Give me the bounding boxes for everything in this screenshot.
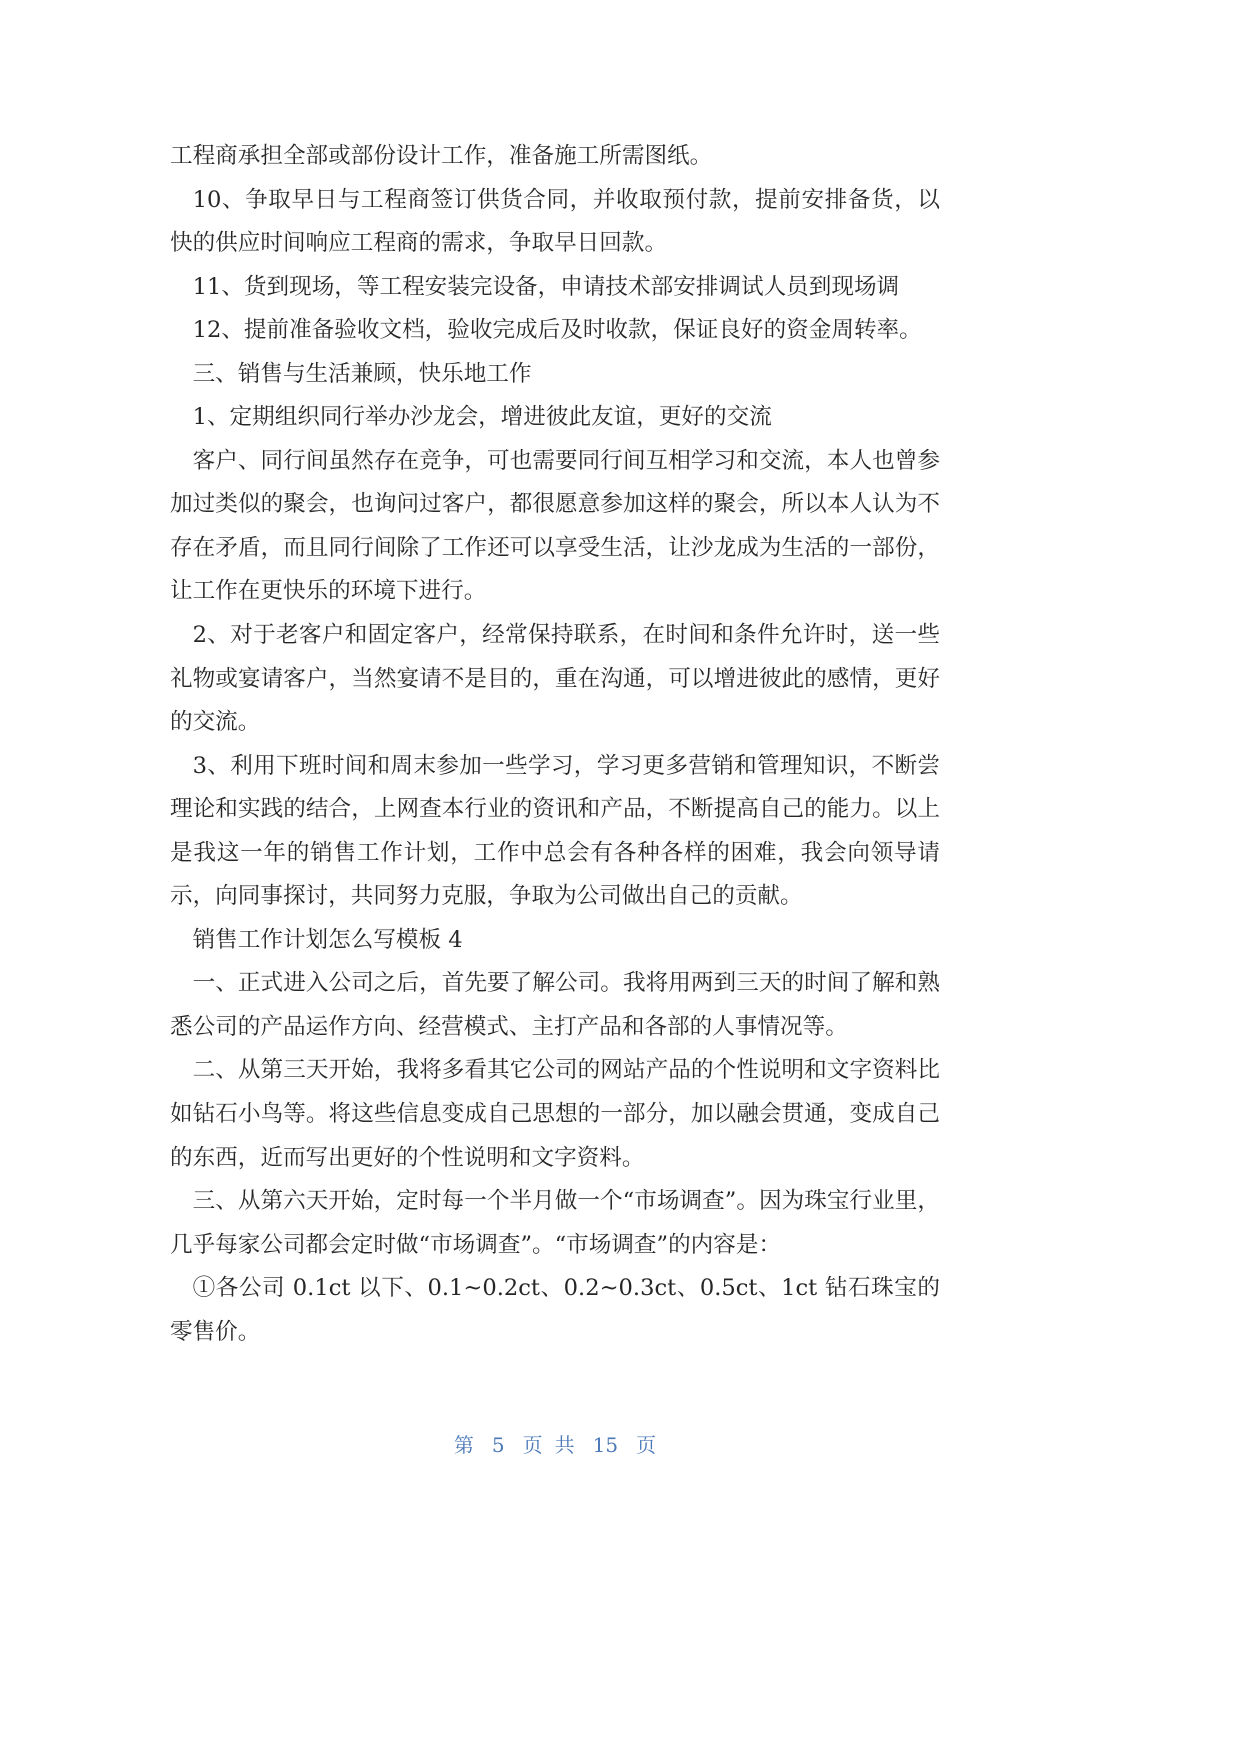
paragraph-step-1 [170, 962, 940, 1049]
text-line: 加过类似的聚会，也询问过客户，都很愿意参加这样的聚会，所以本人认为不 [170, 491, 940, 518]
text-line: 零售价。 [170, 1318, 261, 1345]
text-line: 礼物或宴请客户，当然宴请不是目的，重在沟通，可以增进彼此的感情，更好 [170, 665, 940, 692]
paragraph-step-2 [170, 1049, 940, 1180]
footer-page-number: 5 [491, 1433, 505, 1457]
paragraph-list-item-1 [170, 1267, 940, 1354]
text-line: 示，向同事探讨，共同努力克服，争取为公司做出自己的贡献。 [170, 883, 803, 910]
text-line: 如钻石小鸟等。将这些信息变成自己思想的一部分，加以融会贯通，变成自己 [170, 1101, 940, 1128]
text-line: 快的供应时间响应工程商的需求，争取早日回款。 [170, 230, 668, 257]
paragraph-continued [170, 135, 940, 179]
text-line: 让工作在更快乐的环境下进行。 [170, 578, 487, 605]
page-footer [170, 1432, 940, 1458]
paragraph-item-10 [170, 179, 940, 266]
text-line: 的交流。 [170, 709, 261, 736]
text-line: 一、正式进入公司之后，首先要了解公司。我将用两到三天的时间了解和熟 [192, 970, 940, 997]
text-line: 工程商承担全部或部份设计工作，准备施工所需图纸。 [170, 143, 713, 169]
footer-label-of: 页共 [522, 1433, 587, 1457]
text-line: 存在矛盾，而且同行间除了工作还可以享受生活，让沙龙成为生活的一部份， [170, 534, 940, 561]
document-body [170, 135, 940, 1354]
text-line: 2、对于老客户和固定客户，经常保持联系，在时间和条件允许时，送一些 [192, 622, 940, 649]
paragraph-point-3 [170, 745, 940, 919]
paragraph-body [170, 440, 940, 614]
text-line: 的东西，近而写出更好的个性说明和文字资料。 [170, 1144, 645, 1171]
text-line: 销售工作计划怎么写模板 4 [192, 926, 463, 953]
footer-label-end: 页 [636, 1433, 657, 1457]
text-line: 1、定期组织同行举办沙龙会，增进彼此友谊，更好的交流 [192, 404, 772, 431]
text-line: 12、提前准备验收文档，验收完成后及时收款，保证良好的资金周转率。 [192, 317, 922, 344]
text-line: 几乎每家公司都会定时做“市场调查”。“市场调查”的内容是： [170, 1231, 782, 1258]
paragraph-point-1 [170, 396, 940, 440]
footer-total-pages: 15 [592, 1433, 619, 1457]
text-line: 二、从第三天开始，我将多看其它公司的网站产品的个性说明和文字资料比 [192, 1057, 940, 1084]
text-line: 悉公司的产品运作方向、经营模式、主打产品和各部的人事情况等。 [170, 1013, 848, 1040]
text-line: 三、从第六天开始，定时每一个半月做一个“市场调查”。因为珠宝行业里， [192, 1188, 940, 1215]
section-heading [170, 353, 940, 397]
text-line: 理论和实践的结合，上网查本行业的资讯和产品，不断提高自己的能力。以上 [170, 796, 940, 823]
footer-label-page: 第 [453, 1433, 474, 1457]
text-line: 11、货到现场，等工程安装完设备，申请技术部安排调试人员到现场调 [192, 273, 900, 300]
text-line: 是我这一年的销售工作计划，工作中总会有各种各样的困难，我会向领导请 [170, 839, 940, 866]
text-line: 10、争取早日与工程商签订供货合同，并收取预付款，提前安排备货，以 [192, 186, 940, 213]
text-line: 3、利用下班时间和周末参加一些学习，学习更多营销和管理知识，不断尝 [192, 752, 940, 779]
paragraph-step-3 [170, 1180, 940, 1267]
paragraph-item-12 [170, 309, 940, 353]
template-heading [170, 919, 940, 963]
paragraph-item-11 [170, 266, 940, 310]
paragraph-point-2 [170, 614, 940, 745]
text-line: 客户、同行间虽然存在竞争，可也需要同行间互相学习和交流，本人也曾参 [192, 447, 940, 474]
text-line: ①各公司 0.1ct 以下、0.1~0.2ct、0.2~0.3ct、0.5ct、1ct 钻石珠宝的 [192, 1275, 940, 1302]
text-line: 三、销售与生活兼顾，快乐地工作 [192, 360, 532, 387]
